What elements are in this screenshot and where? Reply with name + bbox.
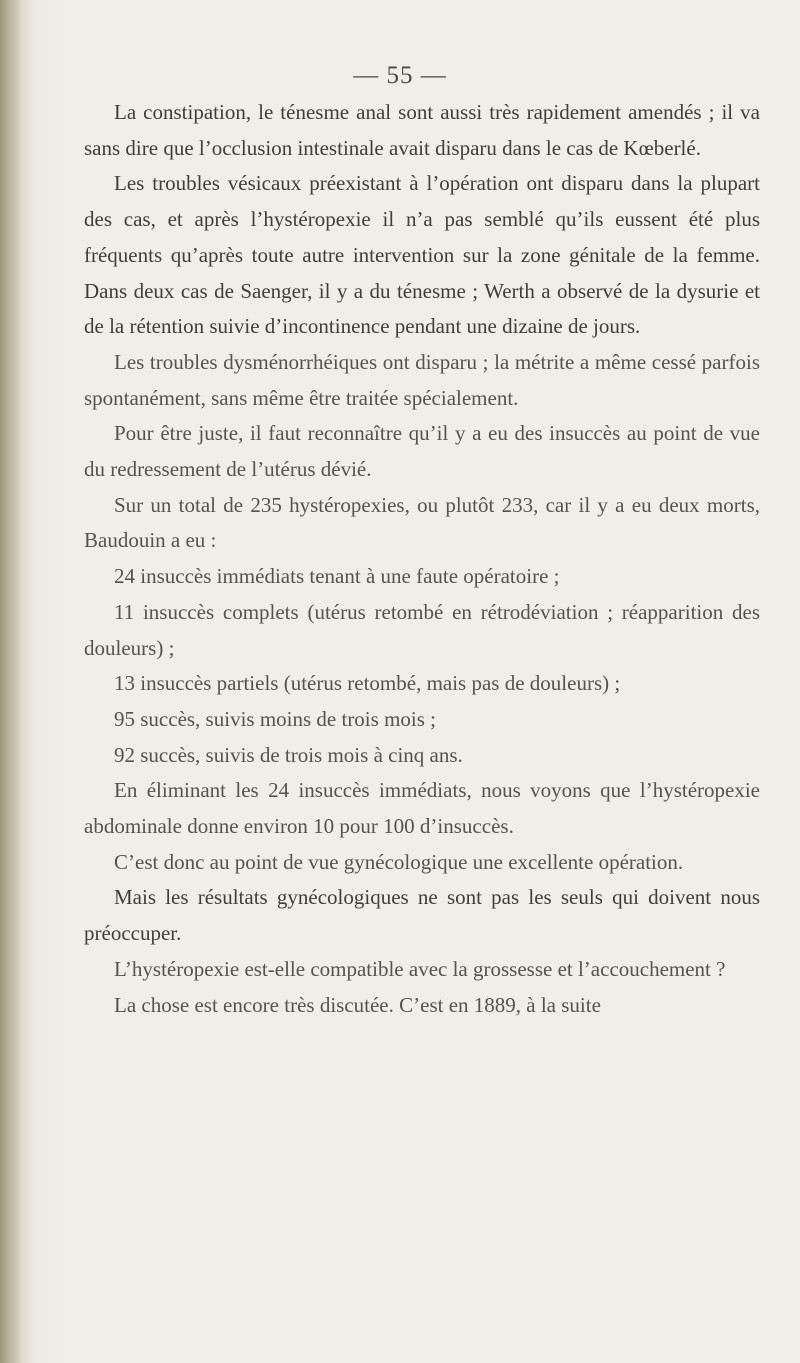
paragraph: Sur un total de 235 hystéropexies, ou plutôt 233, car il y a eu deux morts, Baudouin a eu : bbox=[84, 492, 760, 553]
binding-shadow bbox=[0, 0, 22, 1363]
paragraph: Les troubles vésicaux préexistant à l’opération ont disparu dans la plupart des cas, et après l’hystéropexie il n’a pas semblé qu’ils eussent été plus fréquents qu’après toute autre intervention sur la zone génitale de la femme. Dans deux cas de Saenger, il y a du ténesme ; Werth a observé de la dysurie et de la rétention suivie d’incontinence pendant une dizaine de jours. bbox=[84, 171, 760, 339]
list-item: 92 succès, suivis de trois mois à cinq ans. bbox=[114, 742, 463, 767]
list-item: 11 insuccès complets (utérus retombé en rétrodéviation ; réapparition des douleurs) ; bbox=[84, 599, 760, 660]
paragraph: C’est donc au point de vue gynécologique une excellente opération. bbox=[114, 849, 684, 874]
paragraph: Les troubles dysménorrhéiques ont disparu ; la métrite a même cessé parfois spontanément, sans même être traitée spécialement. bbox=[84, 349, 760, 410]
paragraph: La chose est encore très discutée. C’est en 1889, à la suite bbox=[114, 992, 601, 1017]
paragraph: Pour être juste, il faut reconnaître qu’il y a eu des insuccès au point de vue du redressement de l’utérus dévié. bbox=[84, 421, 760, 482]
page-number: — 55 — bbox=[353, 62, 447, 89]
paragraph: L’hystéropexie est-elle compatible avec la grossesse et l’accouchement ? bbox=[114, 956, 726, 981]
body-text bbox=[84, 95, 760, 1023]
paragraph: La constipation, le ténesme anal sont aussi très rapidement amendés ; il va sans dire que l’occlusion intestinale avait disparu dans le cas de Kœberlé. bbox=[84, 100, 760, 160]
paragraph: Mais les résultats gynécologiques ne sont pas les seuls qui doivent nous préoccuper. bbox=[84, 885, 760, 946]
paragraph: En éliminant les 24 insuccès immédiats, nous voyons que l’hystéropexie abdominale donne environ 10 pour 100 d’insuccès. bbox=[84, 778, 760, 839]
list-item: 13 insuccès partiels (utérus retombé, mais pas de douleurs) ; bbox=[114, 671, 621, 696]
list-item: 24 insuccès immédiats tenant à une faute opératoire ; bbox=[114, 564, 560, 589]
list-item: 95 succès, suivis moins de trois mois ; bbox=[114, 706, 436, 731]
